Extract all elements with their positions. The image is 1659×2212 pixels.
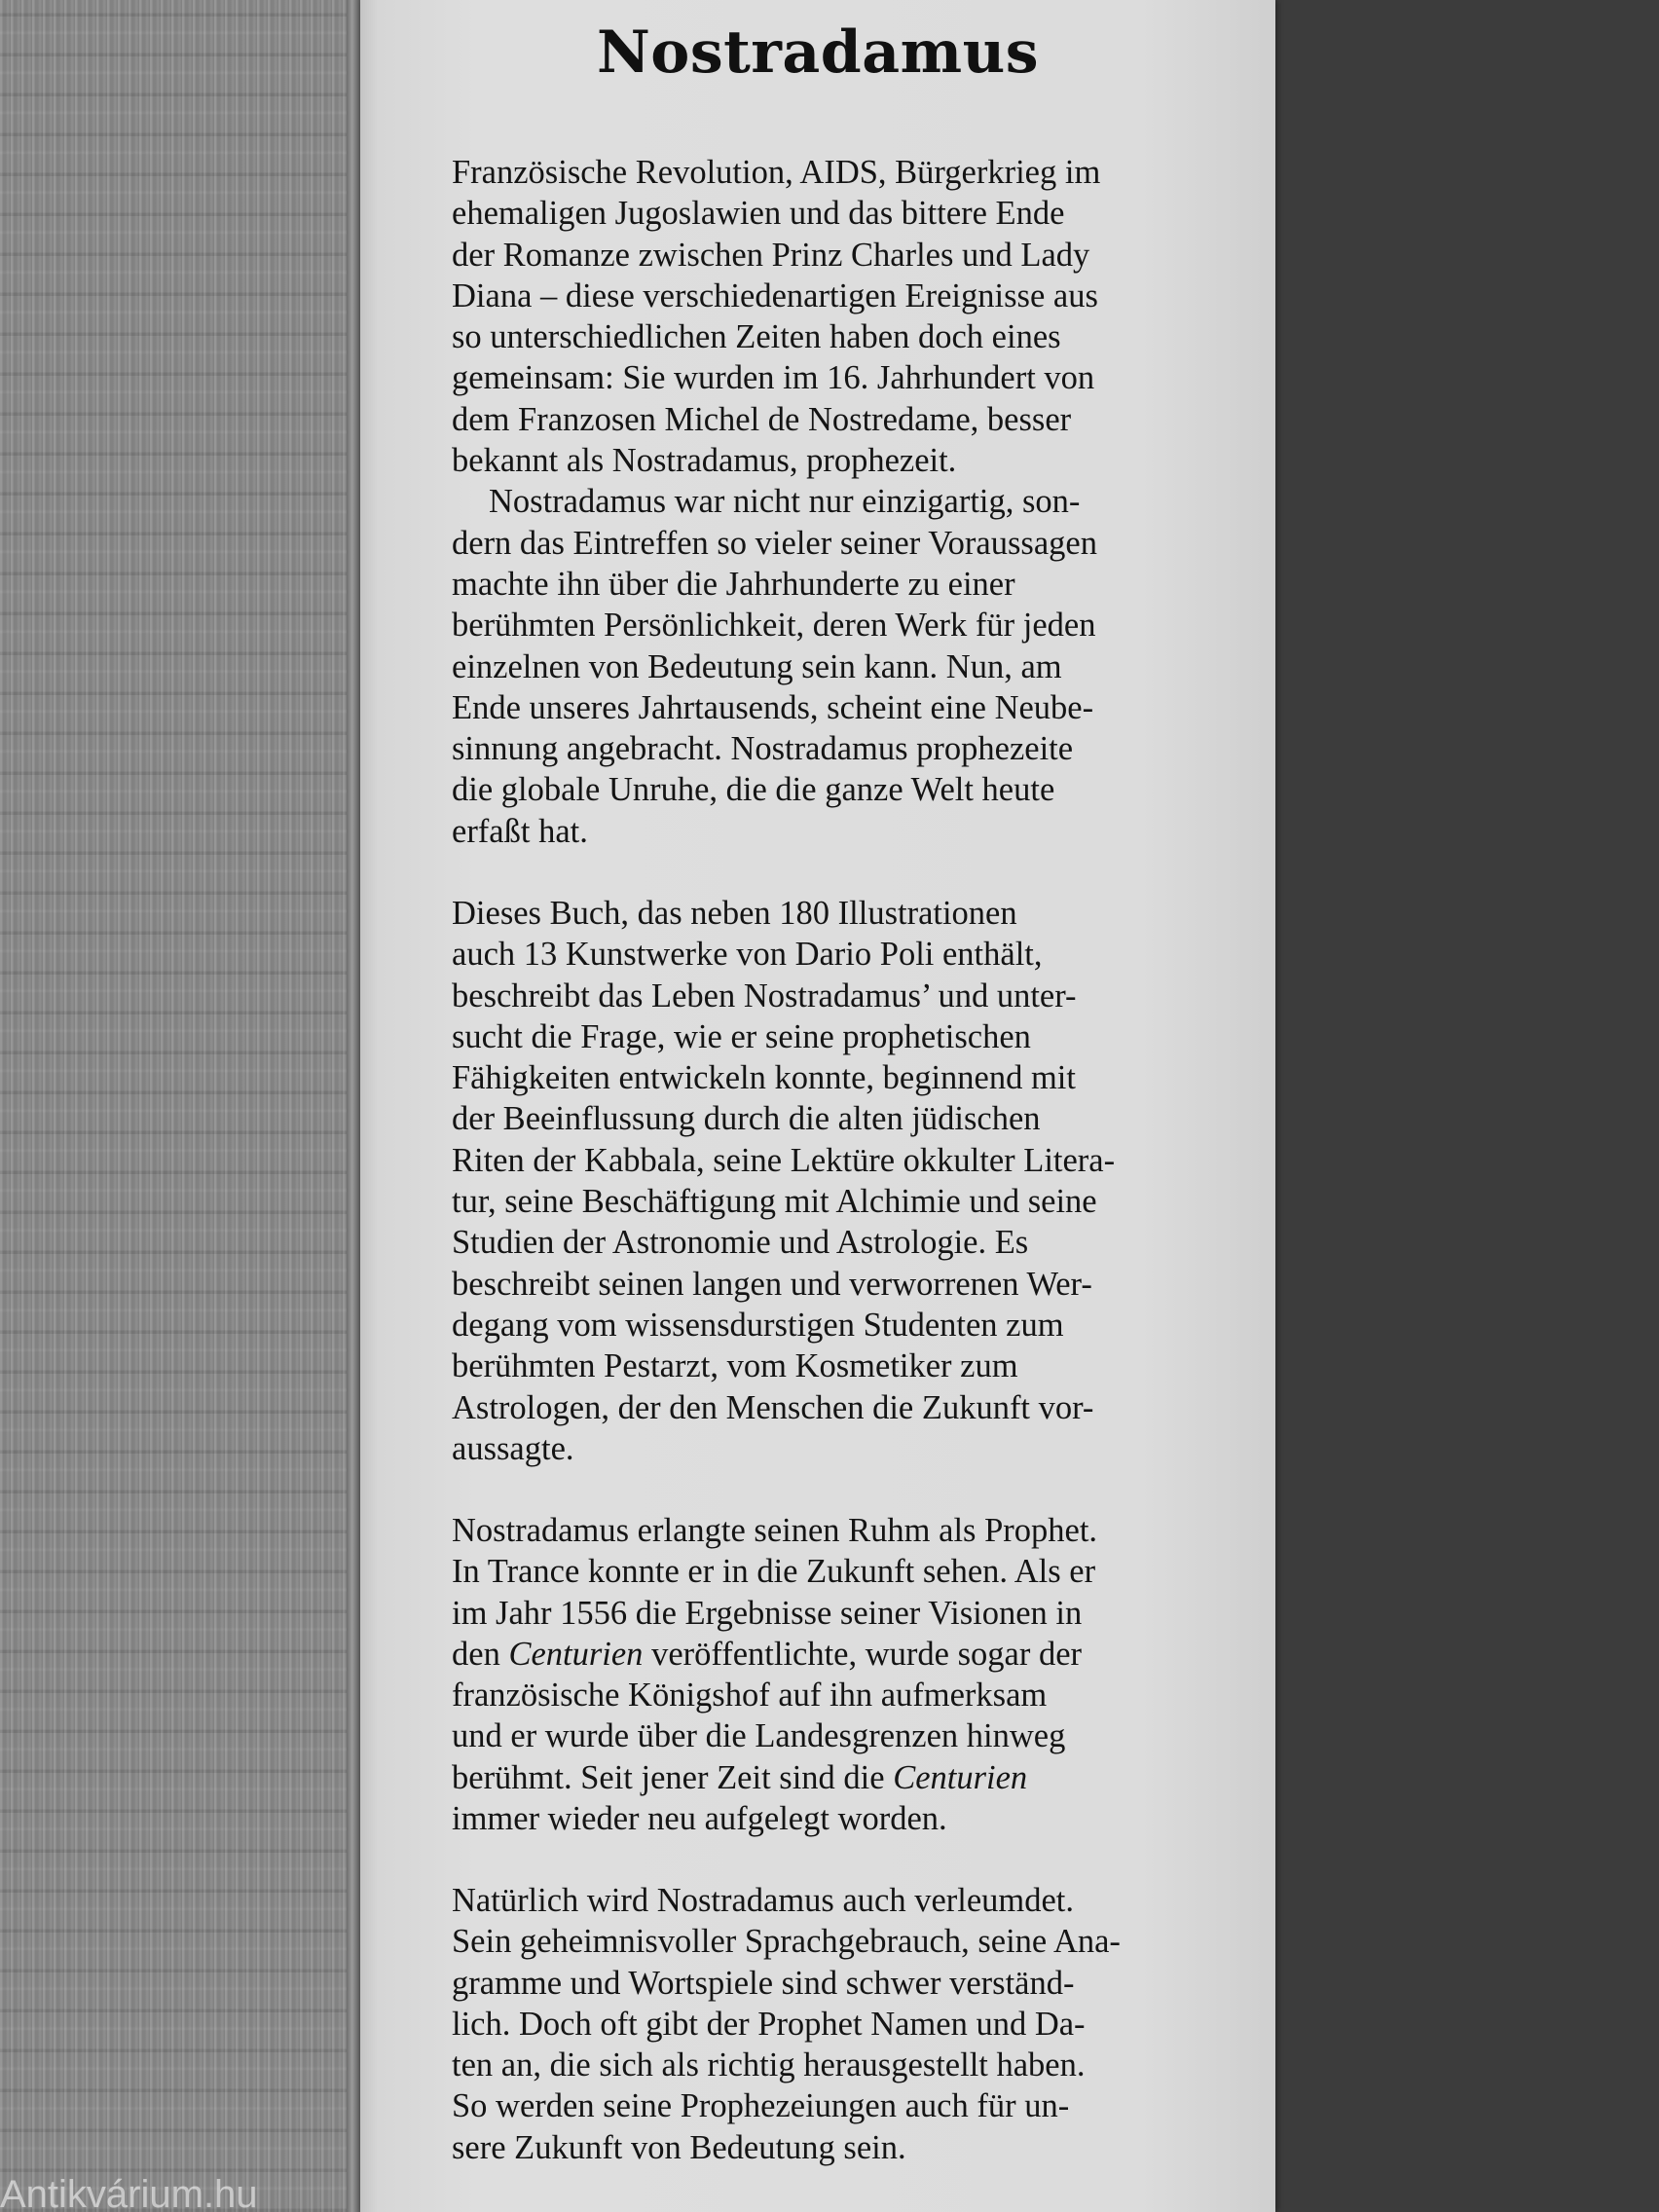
text-line: Französische Revolution, AIDS, Bürgerkrieg im bbox=[452, 154, 1101, 191]
text-line: sere Zukunft von Bedeutung sein. bbox=[452, 2128, 906, 2166]
text-line: dem Franzosen Michel de Nostredame, besser bbox=[452, 400, 1072, 438]
text-line: tur, seine Beschäftigung mit Alchimie und seine bbox=[452, 1183, 1097, 1221]
text-line: immer wieder neu aufgelegt worden. bbox=[452, 1800, 947, 1838]
text-line: lich. Doch oft gibt der Prophet Namen und Da- bbox=[452, 2005, 1086, 2043]
text-line: die globale Unruhe, die die ganze Welt heute bbox=[452, 771, 1055, 809]
text-line: machte ihn über die Jahrhunderte zu einer bbox=[452, 565, 1015, 603]
text-line: sinnung angebracht. Nostradamus prophezeite bbox=[452, 730, 1074, 768]
background-edge bbox=[347, 0, 360, 2212]
watermark: Antikvárium.hu bbox=[0, 2173, 258, 2212]
text-line: berühmten Persönlichkeit, deren Werk für jeden bbox=[452, 607, 1096, 645]
text-fragment: berühmt. Seit jener Zeit sind die bbox=[452, 1758, 885, 1796]
text-line: Diana – diese verschiedenartigen Ereignisse aus bbox=[452, 276, 1098, 314]
text-line: Natürlich wird Nostradamus auch verleumdet. bbox=[452, 1882, 1075, 1919]
book-title-centurien: Centurien bbox=[508, 1635, 644, 1673]
text-line: degang vom wissensdurstigen Studenten zum bbox=[452, 1306, 1064, 1344]
text-line: sucht die Frage, wie er seine prophetischen bbox=[452, 1017, 1031, 1055]
text-line: aussagte. bbox=[452, 1429, 574, 1467]
text-line: ehemaligen Jugoslawien und das bittere Ende bbox=[452, 195, 1065, 233]
text-line: Dieses Buch, das neben 180 Illustrationen bbox=[452, 895, 1017, 932]
text-line: Riten der Kabbala, seine Lektüre okkulter Litera- bbox=[452, 1141, 1116, 1179]
text-line: im Jahr 1556 die Ergebnisse seiner Visionen in bbox=[452, 1594, 1083, 1632]
text-line: dern das Eintreffen so vieler seiner Voraussagen bbox=[452, 524, 1097, 562]
text-line: beschreibt seinen langen und verworrenen Wer- bbox=[452, 1265, 1092, 1303]
dark-background bbox=[1275, 0, 1659, 2212]
paragraph-slander bbox=[452, 1880, 1221, 2168]
text-line: Nostradamus erlangte seinen Ruhm als Prophet. bbox=[452, 1512, 1098, 1549]
text-line: In Trance konnte er in die Zukunft sehen. Als er bbox=[452, 1553, 1096, 1591]
text-line: So werden seine Prophezeiungen auch für un- bbox=[452, 2087, 1070, 2125]
text-line: ten an, die sich als richtig herausgestellt haben. bbox=[452, 2046, 1086, 2084]
text-line: Sein geheimnisvoller Sprachgebrauch, seine Ana- bbox=[452, 1923, 1121, 1961]
text-line: beschreibt das Leben Nostradamus’ und unter- bbox=[452, 977, 1077, 1014]
text-fragment: veröffentlichte, wurde sogar der bbox=[651, 1635, 1082, 1673]
text-line: der Beeinflussung durch die alten jüdischen bbox=[452, 1100, 1041, 1138]
paragraph-book bbox=[452, 893, 1221, 1469]
page-title: Nostradamus bbox=[596, 18, 1040, 87]
text-line: gemeinsam: Sie wurden im 16. Jahrhundert von bbox=[452, 359, 1095, 397]
text-line bbox=[452, 1757, 1221, 1798]
wood-background bbox=[0, 0, 360, 2212]
text-line: Studien der Astronomie und Astrologie. Es bbox=[452, 1224, 1029, 1262]
text-line: der Romanze zwischen Prinz Charles und Lady bbox=[452, 236, 1090, 274]
text-fragment: den bbox=[452, 1635, 500, 1673]
paragraph-fame bbox=[452, 1510, 1221, 1839]
book-title-centurien: Centurien bbox=[893, 1758, 1028, 1796]
text-line: Astrologen, der den Menschen die Zukunft vor- bbox=[452, 1388, 1094, 1426]
text-line: gramme und Wortspiele sind schwer verständ- bbox=[452, 1964, 1075, 2002]
text-line: und er wurde über die Landesgrenzen hinweg bbox=[452, 1717, 1066, 1755]
text-line: einzelnen von Bedeutung sein kann. Nun, am bbox=[452, 647, 1062, 685]
text-line: berühmten Pestarzt, vom Kosmetiker zum bbox=[452, 1347, 1018, 1385]
book-page bbox=[360, 0, 1275, 2212]
paragraph-intro bbox=[452, 152, 1221, 852]
text-line: erfaßt hat. bbox=[452, 812, 588, 850]
text-line: Fähigkeiten entwickeln konnte, beginnend mit bbox=[452, 1059, 1076, 1097]
text-line: auch 13 Kunstwerke von Dario Poli enthält, bbox=[452, 936, 1043, 974]
text-line bbox=[452, 1634, 1221, 1675]
text-line: so unterschiedlichen Zeiten haben doch eines bbox=[452, 318, 1061, 356]
text-line: Nostradamus war nicht nur einzigartig, son- bbox=[489, 483, 1081, 521]
text-line: französische Königshof auf ihn aufmerksam bbox=[452, 1677, 1048, 1714]
text-line: bekannt als Nostradamus, prophezeit. bbox=[452, 442, 957, 480]
text-line: Ende unseres Jahrtausends, scheint eine Neube- bbox=[452, 688, 1094, 726]
